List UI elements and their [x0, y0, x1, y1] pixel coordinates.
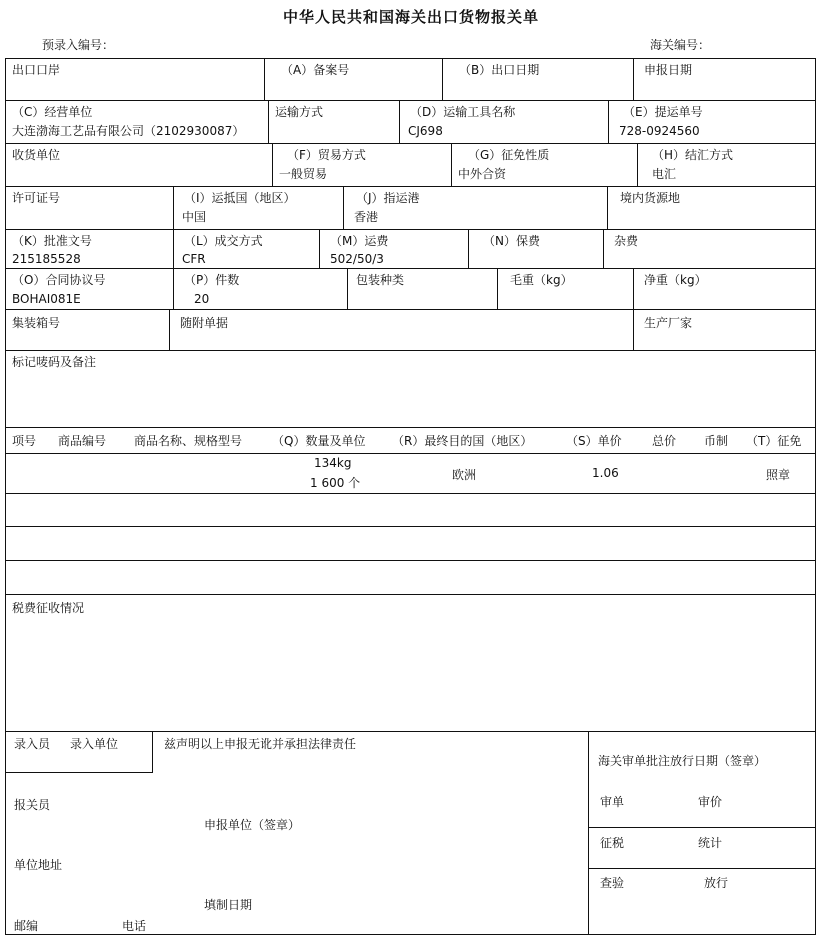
- manufacturer-field[interactable]: [633, 309, 816, 351]
- attached-documents-field[interactable]: [169, 309, 634, 351]
- export-port-field[interactable]: [5, 58, 265, 101]
- trade-mode-value: 一般贸易: [279, 167, 328, 181]
- exemption-nature-field[interactable]: [451, 143, 638, 187]
- goods-header-unit-price: （S）单价: [566, 434, 622, 448]
- approval-number-field[interactable]: [5, 229, 174, 269]
- review-price-label: 审价: [698, 795, 723, 809]
- container-number-field[interactable]: [5, 309, 170, 351]
- packing-type-label: 包装种类: [356, 273, 405, 287]
- vehicle-name-field[interactable]: [399, 100, 609, 144]
- record-number-label: （A）备案号: [281, 63, 350, 77]
- consignee-field[interactable]: [5, 143, 273, 187]
- net-weight-label: 净重（kg）: [644, 273, 707, 287]
- entry-clerk-label: 录入员: [14, 737, 51, 751]
- exemption-nature-value: 中外合资: [458, 167, 507, 181]
- inspection-label: 查验: [600, 876, 625, 890]
- tax-collection-field[interactable]: [5, 594, 816, 732]
- goods-source-field[interactable]: [607, 186, 816, 230]
- record-number-field[interactable]: [264, 58, 443, 101]
- contract-number-label: （O）合同协议号: [12, 273, 106, 287]
- entry-unit-label: 录入单位: [70, 737, 119, 751]
- attached-documents-label: 随附单据: [180, 316, 229, 330]
- destination-country-label: （I）运抵国（地区）: [184, 191, 296, 205]
- postcode-label: 邮编: [14, 919, 39, 933]
- goods-header-product-code: 商品编号: [58, 434, 107, 448]
- entry-clerk-box[interactable]: [5, 731, 153, 773]
- operator-field[interactable]: [5, 100, 269, 144]
- destination-country-field[interactable]: [173, 186, 344, 230]
- export-date-field[interactable]: [442, 58, 634, 101]
- destination-port-label: （J）指运港: [356, 191, 420, 205]
- exemption-nature-label: （G）征免性质: [468, 148, 550, 162]
- preentry-number-label: 预录入编号：: [42, 38, 115, 52]
- settlement-mode-value: 电汇: [652, 167, 677, 181]
- phone-label: 电话: [122, 919, 147, 933]
- trade-mode-label: （F）贸易方式: [287, 148, 366, 162]
- container-number-label: 集装箱号: [12, 316, 61, 330]
- statistics-label: 统计: [698, 836, 723, 850]
- bill-number-field[interactable]: [608, 100, 816, 144]
- levy-tax-label: 征税: [600, 836, 625, 850]
- approval-number-value: 215185528: [12, 252, 81, 266]
- goods-header-total-price: 总价: [652, 434, 677, 448]
- destination-port-field[interactable]: [343, 186, 608, 230]
- goods-header-quantity-unit: （Q）数量及单位: [272, 434, 366, 448]
- declare-date-label: 申报日期: [644, 63, 693, 77]
- export-port-label: 出口口岸: [12, 63, 61, 77]
- gross-weight-label: 毛重（kg）: [510, 273, 573, 287]
- broker-label: 报关员: [14, 798, 51, 812]
- manufacturer-label: 生产厂家: [644, 316, 693, 330]
- approval-number-label: （K）批准文号: [12, 234, 92, 248]
- customs-number-label: 海关编号：: [650, 38, 711, 52]
- vehicle-name-label: （D）运输工具名称: [410, 105, 516, 119]
- license-label: 许可证号: [12, 191, 61, 205]
- operator-value: 大连渤海工艺品有限公司（2102930087）: [12, 124, 245, 138]
- goods-header-currency: 币制: [704, 434, 729, 448]
- contract-number-field[interactable]: [5, 268, 174, 310]
- vehicle-name-value: CJ698: [408, 124, 443, 138]
- fill-date-label: 填制日期: [204, 898, 253, 912]
- bill-number-label: （E）提运单号: [623, 105, 703, 119]
- destination-country-value: 中国: [182, 210, 207, 224]
- customs-approval-label: 海关审单批注放行日期（签章）: [598, 754, 767, 768]
- net-weight-field[interactable]: [633, 268, 816, 310]
- gross-weight-field[interactable]: [497, 268, 634, 310]
- unit-address-label: 单位地址: [14, 858, 63, 872]
- goods-header-item-no: 项号: [12, 434, 37, 448]
- pieces-label: （P）件数: [184, 273, 240, 287]
- freight-field[interactable]: [319, 229, 469, 269]
- insurance-field[interactable]: [468, 229, 604, 269]
- goods-destination: 欧洲: [452, 468, 477, 482]
- freight-value: 502/50/3: [330, 252, 384, 266]
- goods-header-final-destination: （R）最终目的国（地区）: [392, 434, 533, 448]
- deal-mode-value: CFR: [182, 252, 206, 266]
- transport-mode-field[interactable]: [268, 100, 400, 144]
- trade-mode-field[interactable]: [272, 143, 452, 187]
- goods-unit-price: 1.06: [592, 466, 619, 480]
- destination-port-value: 香港: [354, 210, 379, 224]
- operator-label: （C）经营单位: [12, 105, 93, 119]
- declarant-unit-label: 申报单位（签章）: [204, 818, 301, 832]
- pieces-field[interactable]: [173, 268, 348, 310]
- packing-type-field[interactable]: [347, 268, 498, 310]
- marks-remarks-label: 标记唛码及备注: [12, 355, 97, 369]
- form-title: 中华人民共和国海关出口货物报关单: [282, 8, 539, 26]
- contract-number-value: BOHAI081E: [12, 292, 81, 306]
- tax-collection-label: 税费征收情况: [12, 601, 85, 615]
- misc-fee-field[interactable]: [603, 229, 816, 269]
- pieces-value: 20: [194, 292, 210, 306]
- goods-source-label: 境内货源地: [620, 191, 681, 205]
- misc-fee-label: 杂费: [614, 234, 639, 248]
- goods-exemption: 照章: [766, 468, 791, 482]
- transport-mode-label: 运输方式: [275, 105, 324, 119]
- settlement-mode-field[interactable]: [637, 143, 816, 187]
- release-label: 放行: [704, 876, 729, 890]
- deal-mode-field[interactable]: [173, 229, 320, 269]
- deal-mode-label: （L）成交方式: [184, 234, 263, 248]
- goods-header-name-spec: 商品名称、规格型号: [134, 434, 243, 448]
- freight-label: （M）运费: [330, 234, 389, 248]
- settlement-mode-label: （H）结汇方式: [652, 148, 734, 162]
- marks-remarks-field[interactable]: [5, 350, 816, 428]
- goods-count: 1 600 个: [310, 476, 361, 490]
- declaration-statement: 兹声明以上申报无讹并承担法律责任: [164, 737, 357, 751]
- declare-date-field[interactable]: [633, 58, 816, 101]
- review-document-label: 审单: [600, 795, 625, 809]
- goods-header-exemption: （T）征免: [746, 434, 802, 448]
- goods-weight: 134kg: [314, 456, 352, 470]
- bill-number-value: 728-0924560: [619, 124, 700, 138]
- insurance-label: （N）保费: [483, 234, 540, 248]
- license-field[interactable]: [5, 186, 174, 230]
- consignee-label: 收货单位: [12, 148, 61, 162]
- export-date-label: （B）出口日期: [459, 63, 540, 77]
